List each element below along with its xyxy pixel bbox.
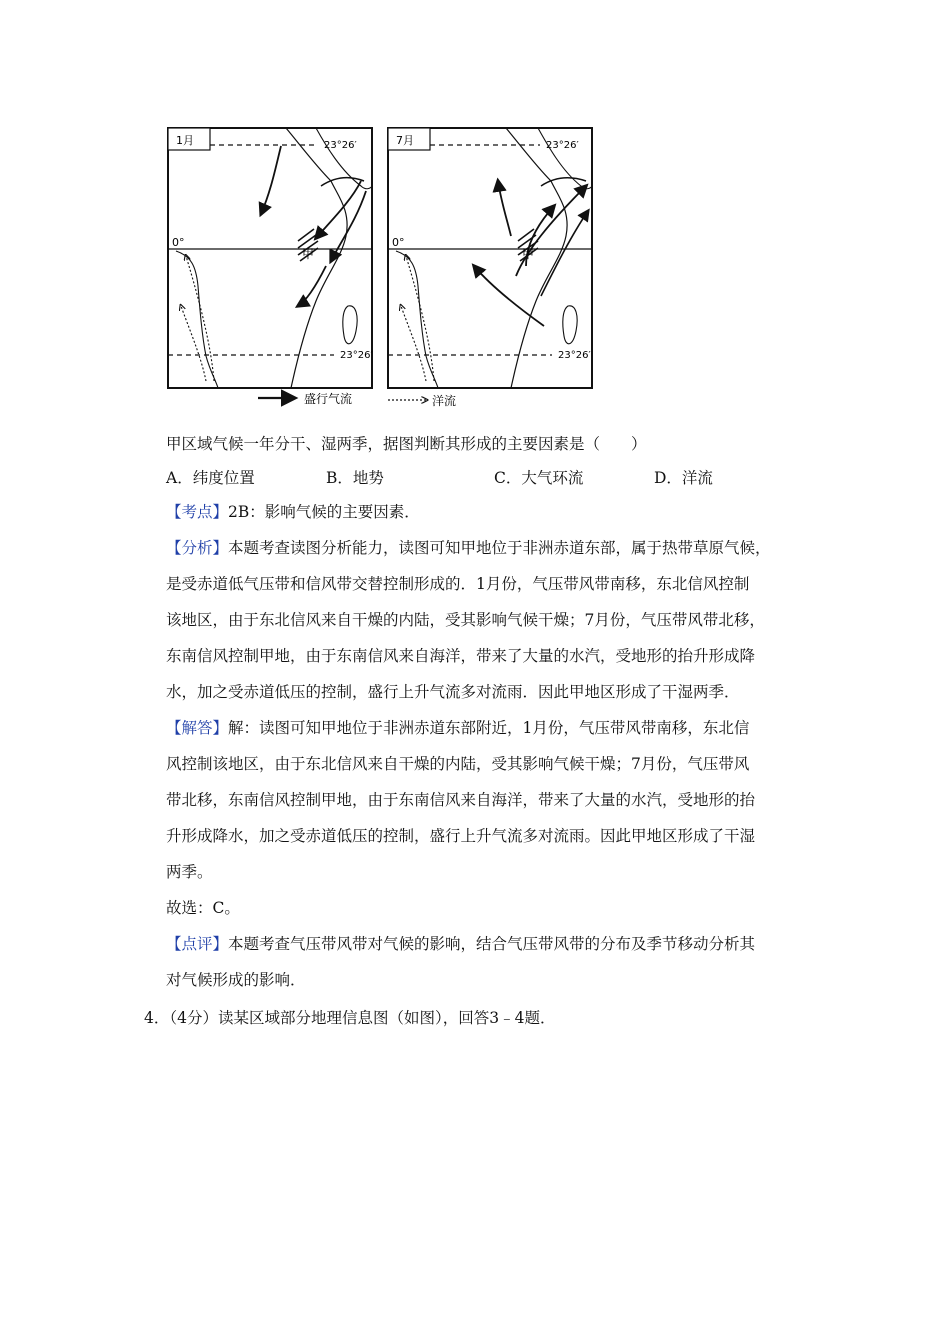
choice-d: D．洋流	[654, 469, 713, 487]
fenxi-line: 东南信风控制甲地，由于东南信风来自海洋，带来了大量的水汽，受地形的抬升形成降	[166, 647, 756, 665]
dianping-line: 对气候形成的影响．	[166, 971, 306, 989]
jieda-tag: 【解答】	[166, 719, 229, 737]
fenxi-line	[166, 530, 826, 566]
lat-label-bottom: 23°26′	[558, 350, 591, 361]
climate-map-figure	[166, 126, 596, 416]
jieda-line	[166, 710, 826, 746]
figure-legend	[258, 391, 456, 408]
choice-c: C．大气环流	[494, 469, 584, 487]
jieda-line: 升形成降水，加之受赤道低压的控制，盛行上升气流多对流雨。因此甲地区形成了干湿	[166, 827, 756, 845]
solution-section	[166, 494, 826, 998]
question-4: 4．（4分）读某区域部分地理信息图（如图），回答3﹣4题．	[144, 1009, 556, 1027]
answer-line: 故选：C。	[166, 899, 240, 917]
fenxi-line: 是受赤道低气压带和信风带交替控制形成的．1月份，气压带风带南移，东北信风控制	[166, 575, 750, 593]
month-label-jan: 1月	[176, 134, 194, 147]
month-label-jul: 7月	[396, 134, 414, 147]
kaodian-text: 2B：影响气候的主要因素．	[228, 503, 420, 521]
jieda-line: 带北移，东南信风控制甲地，由于东南信风来自海洋，带来了大量的水汽，受地形的抬	[166, 791, 756, 809]
equator-label: 0°	[392, 236, 405, 249]
fenxi-line: 水，加之受赤道低压的控制，盛行上升气流多对流雨．因此甲地区形成了干湿两季．	[166, 683, 740, 701]
jia-label: 甲	[302, 247, 315, 261]
january-map	[168, 128, 373, 388]
kaodian-tag: 【考点】	[166, 503, 229, 521]
jieda-line: 风控制该地区，由于东北信风来自干燥的内陆，受其影响气候干燥；7月份，气压带风	[166, 755, 750, 773]
kaodian-line	[166, 494, 826, 530]
dianping-line	[166, 926, 826, 962]
fenxi-line: 该地区，由于东北信风来自干燥的内陆，受其影响气候干燥；7月份，气压带风带北移，	[166, 611, 765, 629]
choice-b: B．地势	[326, 469, 384, 487]
question-stem: 甲区域气候一年分干、湿两季，据图判断其形成的主要因素是（ ）	[166, 435, 647, 453]
dianping-tag: 【点评】	[166, 935, 229, 953]
current-legend-label: 洋流	[432, 394, 457, 408]
jieda-text: 解：读图可知甲地位于非洲赤道东部附近，1月份，气压带风带南移，东北信	[228, 719, 750, 737]
choice-a: A．纬度位置	[166, 469, 255, 487]
fenxi-tag: 【分析】	[166, 539, 229, 557]
equator-label: 0°	[172, 236, 185, 249]
july-map	[388, 128, 592, 388]
lat-label-top: 23°26′	[324, 140, 357, 151]
lat-label-bottom: 23°26′	[340, 350, 373, 361]
choice-list	[166, 460, 786, 496]
fenxi-text: 本题考查读图分析能力，读图可知甲地位于非洲赤道东部，属于热带草原气候，	[228, 539, 771, 557]
jia-label: 甲	[522, 247, 535, 261]
dianping-text: 本题考查气压带风带对气候的影响，结合气压带风带的分布及季节移动分析其	[228, 935, 756, 953]
question-text-block	[166, 426, 826, 462]
wind-legend-label: 盛行气流	[304, 392, 353, 406]
jieda-line: 两季。	[166, 863, 213, 881]
lat-label-top: 23°26′	[546, 140, 579, 151]
